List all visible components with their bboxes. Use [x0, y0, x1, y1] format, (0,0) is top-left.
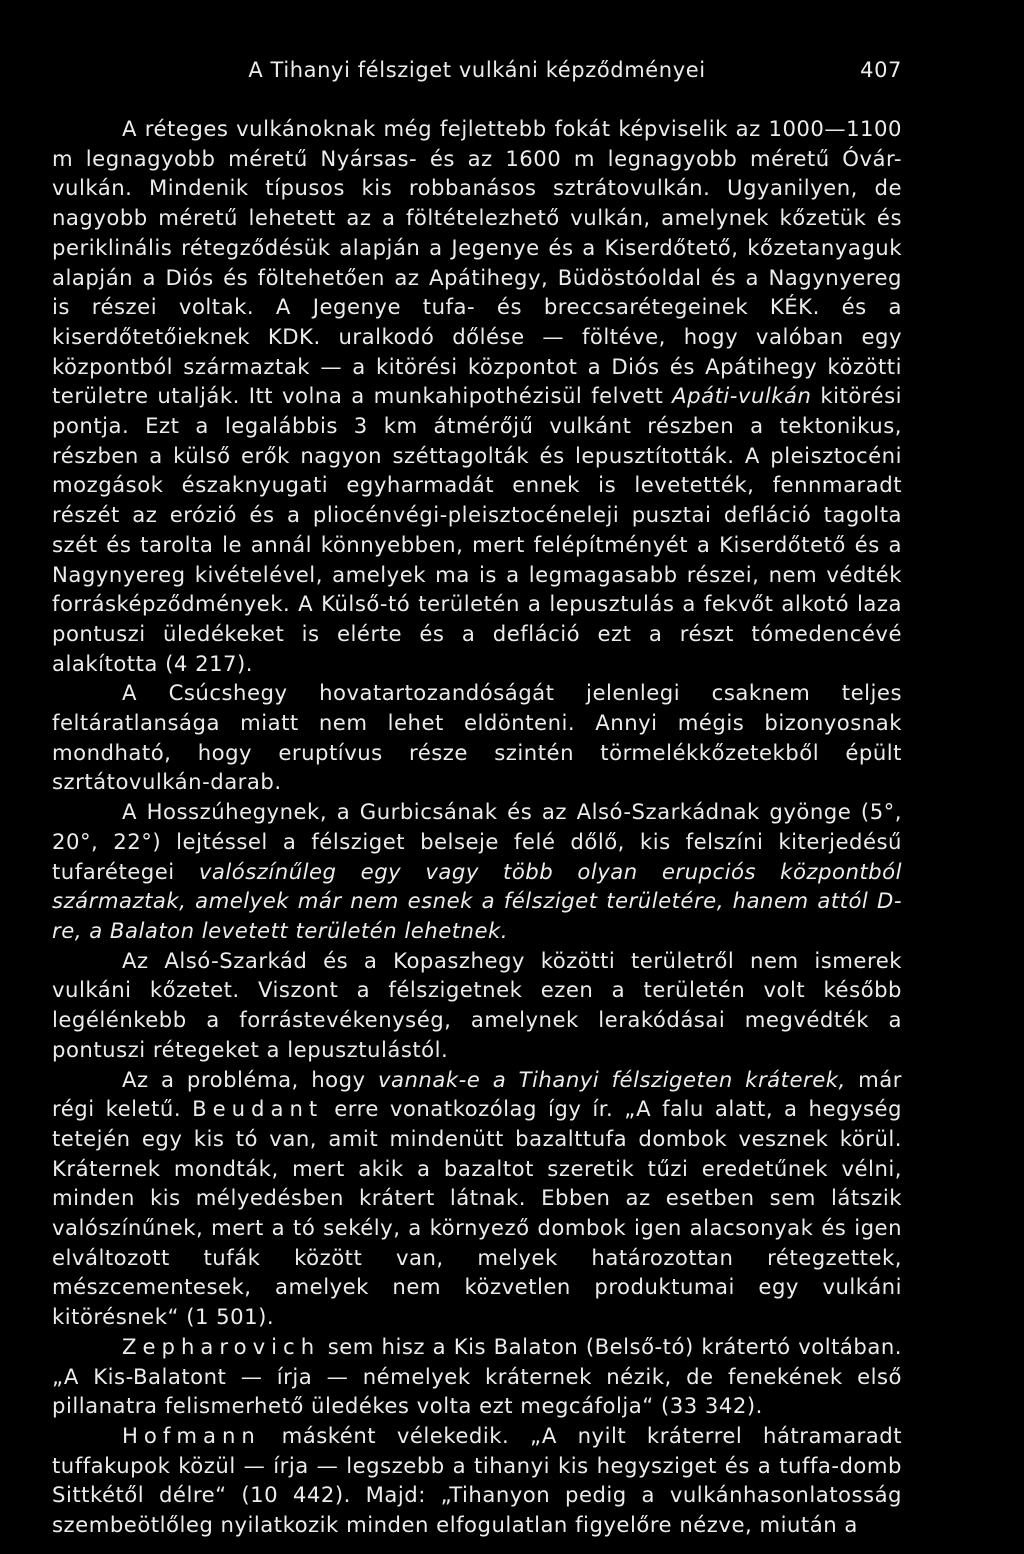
author-name-spaced: Zepharovich — [122, 1333, 321, 1359]
text-segment: már régi keletű. — [52, 1066, 902, 1122]
paragraph — [52, 797, 902, 946]
italic-term: Apáti-vulkán — [672, 383, 812, 409]
text-segment: erre vonatkozólag így ír. „A falu alatt, a hegység tetején egy kis tó van, amit mindenütt bazalttufa dombok vesznek körül. Kráternek mondták, mert akik a bazaltot szeretik tűzi eredetűnek vélni, minden kis mélyedésben krátert látnak. Ebben az esetben sem látszik valószínűnek, mert a tó sekély, a környező dombok igen alacsonyak és igen elváltozott tufák között van, melyek határozottan rétegzettek, mészcementesek, amelyek nem közvetlen produktumai egy vulkáni kitörésnek“ (1 501). — [52, 1096, 902, 1330]
text-segment: kitörési pontja. Ezt a legalábbis 3 km átmérőjű vulkánt részben a tektonikus, részben a külső erők nagyon széttagolták és lepusztították. A pleisztocéni mozgások északnyugati egyharmadát ennek is levetették, fennmaradt részét az erózió és a pliocénvégi-pleisztocéneleji pusztai defláció tagolta szét és tarolta le annál könnyebben, mert felépítményét a Kiserdőtető és a Nagynyereg kivételével, amelyek ma is a legmagasabb részei, nem védték forrásképződmények. A Külső-tó területén a lepusztulás a fekvőt alkotó laza pontuszi üledékeket is elérte és a defláció ezt a részt tómedencévé alakította (4 217). — [52, 383, 902, 676]
body-text — [52, 114, 902, 1540]
text-segment: sem hisz a Kis Balaton (Belső-tó) krátertó voltában. „A Kis-Balatont — írja — némelyek kráternek nézik, de fenekének első pillanatra felismerhető üledékes volta ezt megcáfolja“ (33 342). — [52, 1333, 902, 1419]
text-segment: Az Alsó-Szarkád és a Kopaszhegy közötti területről nem ismerek vulkáni kőzetet. Viszont a félszigetnek ezen a területén volt később legélénkebb a forrástevékenység, amelynek lerakódásai megvédték a pontuszi rétegeket a lepusztulástól. — [52, 947, 902, 1062]
text-segment: A Csúcshegy hovatartozandóságát jelenlegi csaknem teljes feltáratlansága miatt nem lehet eldönteni. Annyi mégis bizonyosnak mondható, hogy eruptívus része szintén törmelékkőzetekből épült szrtátovulkán-darab. — [52, 680, 902, 795]
paragraph — [52, 946, 902, 1065]
author-name-spaced: Beudant — [192, 1096, 324, 1122]
text-segment: A Hosszúhegynek, a Gurbicsának és az Alsó-Szarkádnak gyönge (5°, 20°, 22°) lejtéssel a félsziget belseje felé dőlő, kis felszíni kiterjedésű tufarétegei — [52, 799, 902, 884]
paragraph — [52, 1065, 902, 1332]
running-head — [52, 52, 902, 92]
paragraph — [52, 1421, 902, 1540]
text-segment: másként vélekedik. „A nyilt kráterrel hátramaradt tuffakupok közül — írja — legszebb a tihanyi kis hegysziget és a tuffa-domb Sittkétől délre“ (10 442). Majd: „Tihanyon pedig a vulkánhasonlatosság szembeötlőleg nyilatkozik minden elfogulatlan figyelőre nézve, miután a — [52, 1422, 902, 1538]
italic-passage: valószínűleg egy vagy több olyan erupciós központból származtak, amelyek már nem esnek a félsziget területére, hanem attól D-re, a Balaton levetett területén lehetnek. — [52, 858, 902, 943]
author-name-spaced: Hofmann — [122, 1422, 261, 1448]
italic-question: vannak-e a Tihanyi félszigeten kráterek, — [377, 1066, 846, 1092]
text-segment: A réteges vulkánoknak még fejlettebb fokát képviselik az 1000—1100 m legnagyobb méretű Nyársas- és az 1600 m legnagyobb méretű Óvár-vulkán. Mindenik típusos kis robbanásos sztrátovulkán. Ugyanilyen, de nagyobb méretű lehetett az a föltételezhető vulkán, amelynek kőzetük és periklinális rétegződésük alapján a Jegenye és a Kiserdőtető, kőzetanyaguk alapján a Diós és föltehetően az Apátihegy, Büdöstóoldal és a Nagynyereg is részei voltak. A Jegenye tufa- és breccsarétegeinek KÉK. és a kiserdőtetőieknek KDK. uralkodó dőlése — föltéve, hogy valóban egy központból származtak — a kitörési központot a Diós és Apátihegy közötti területre utalják. Itt volna a munkahipothézisül felvett — [52, 116, 902, 409]
text-segment: Az a probléma, hogy — [122, 1066, 378, 1092]
paragraph — [52, 114, 902, 678]
page-number: 407 — [860, 58, 902, 82]
paragraph — [52, 678, 902, 797]
paragraph — [52, 1332, 902, 1421]
book-page — [52, 52, 902, 1538]
running-title: A Tihanyi félsziget vulkáni képződményei — [248, 58, 706, 82]
